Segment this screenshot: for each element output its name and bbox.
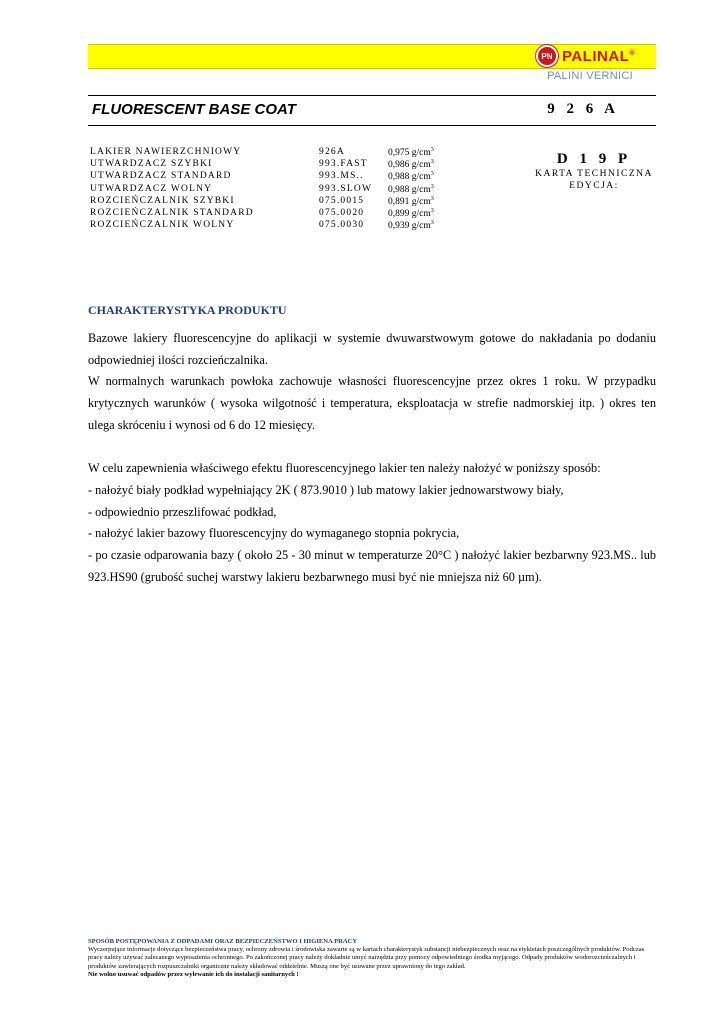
footer-title: SPOSÓB POSTĘPOWANIA Z ODPADAMI ORAZ BEZPIECZEŃSTWO I HIGIENA PRACY — [88, 938, 358, 945]
tech-card-box — [530, 150, 658, 192]
brand-name: PALINAL — [561, 47, 630, 65]
paragraph: W normalnych warunkach powłoka zachowuje własności fluorescencyjne przez okres 1 roku. W przypadku krytycznych warunków ( wysoka wilgotność i temperatura, eksploatacja w strefie nadmorskiej itp. ) okres ten ulega skróceniu i wynosi od 6 do 12 miesięcy. — [88, 374, 656, 432]
registered-mark: ® — [629, 49, 635, 57]
section-body — [88, 328, 656, 588]
product-code-cell: 075.0020 — [319, 207, 365, 218]
card-edition: EDYCJA: — [569, 181, 619, 191]
product-code-cell: 075.0015 — [319, 195, 365, 206]
product-title: FLUORESCENT BASE COAT — [92, 101, 296, 118]
product-name: UTWARDZACZ WOLNY — [90, 183, 213, 194]
list-item: - nałożyć lakier bazowy fluorescencyjny do wymaganego stopnia pokrycia, — [88, 526, 460, 541]
product-code-cell: 993.MS.. — [319, 171, 364, 182]
paragraph: Bazowe lakiery fluorescencyjne do aplikacji w systemie dwuwarstwowym gotowe do nakładania po dodaniu odpowiedniej ilości rozcieńczalnika. — [88, 331, 656, 367]
card-label: KARTA TECHNICZNA — [535, 169, 653, 179]
product-code: 9 2 6 A — [547, 101, 619, 117]
product-name: ROZCIEŃCZALNIK STANDARD — [90, 207, 254, 218]
list-item: - po czasie odparowania bazy ( około 25 - 30 minut w temperaturze 20°C ) nałożyć lakier bezbarwny 923.MS.. lub 923.HS90 (grubość suchej warstwy lakieru bezbarwnego musi być nie mniejsza niż 60 µm). — [88, 548, 656, 584]
footer — [88, 938, 658, 979]
section-title: CHARAKTERYSTYKA PRODUKTU — [88, 303, 287, 317]
product-name: LAKIER NAWIERZCHNIOWY — [90, 147, 242, 157]
title-rule-top — [88, 95, 656, 96]
product-name: ROZCIEŃCZALNIK SZYBKI — [90, 195, 235, 206]
logo-mark-icon: PN — [536, 45, 558, 67]
card-code: D 1 9 P — [556, 151, 632, 167]
product-name: ROZCIEŃCZALNIK WOLNY — [90, 220, 235, 231]
product-density: 0,975 $g/cm^3$ — [388, 147, 434, 159]
product-code-cell: 993.SLOW — [319, 183, 373, 194]
title-rule-bottom — [88, 125, 656, 126]
product-name: UTWARDZACZ STANDARD — [90, 171, 232, 182]
product-density: 0,988 $g/cm^3$ — [388, 183, 434, 195]
product-density: 0,899 $g/cm^3$ — [388, 207, 434, 220]
brand-logo — [536, 46, 635, 66]
product-code-cell: 993.FAST — [319, 159, 368, 170]
product-name: UTWARDZACZ SZYBKI — [90, 159, 213, 170]
footer-warning: Nie wolno usuwać odpadów przez wylewanie ich do instalacji sanitarnych ! — [88, 970, 299, 978]
paragraph: W celu zapewnienia właściwego efektu fluorescencyjnego lakier ten należy nałożyć w poniższy sposób: — [88, 461, 601, 476]
product-code-cell: 075.0030 — [319, 220, 365, 231]
product-code-cell: 926A — [319, 147, 345, 157]
footer-text: Wyczerpujące informacje dotyczące bezpieczeństwa pracy, ochrony zdrowia i środowiska zawarte są w kartach charakterystyk substancji niebezpiecznych oraz na etykietach poszczególnych produktów. Podczas pracy należy używać zalecanego wyposażenia ochronnego. Po zakończonej pracy należy dokładnie umyć narzędzia przy pomocy odpowiedniego środka myjącego. Odpady produktów wodorozcieńczalnych i produktów zawierających rozpuszczalniki organiczne należy składować oddzielnie. Muszą one być usuwane przez uprawniony do tego zakład. — [88, 946, 645, 970]
product-density: 0,988 $g/cm^3$ — [388, 171, 434, 183]
product-density: 0,986 $g/cm^3$ — [388, 159, 434, 171]
product-density: 0,891 $g/cm^3$ — [388, 195, 434, 207]
product-density: 0,939 $g/cm^3$ — [388, 220, 434, 232]
list-item: - nałożyć biały podkład wypełniający 2K ( 873.9010 ) lub matowy lakier jednowarstwowy biały, — [88, 482, 564, 497]
list-item: - odpowiednio przeszlifować podkład, — [88, 504, 277, 519]
sub-brand: PALINI VERNICI — [547, 70, 633, 82]
